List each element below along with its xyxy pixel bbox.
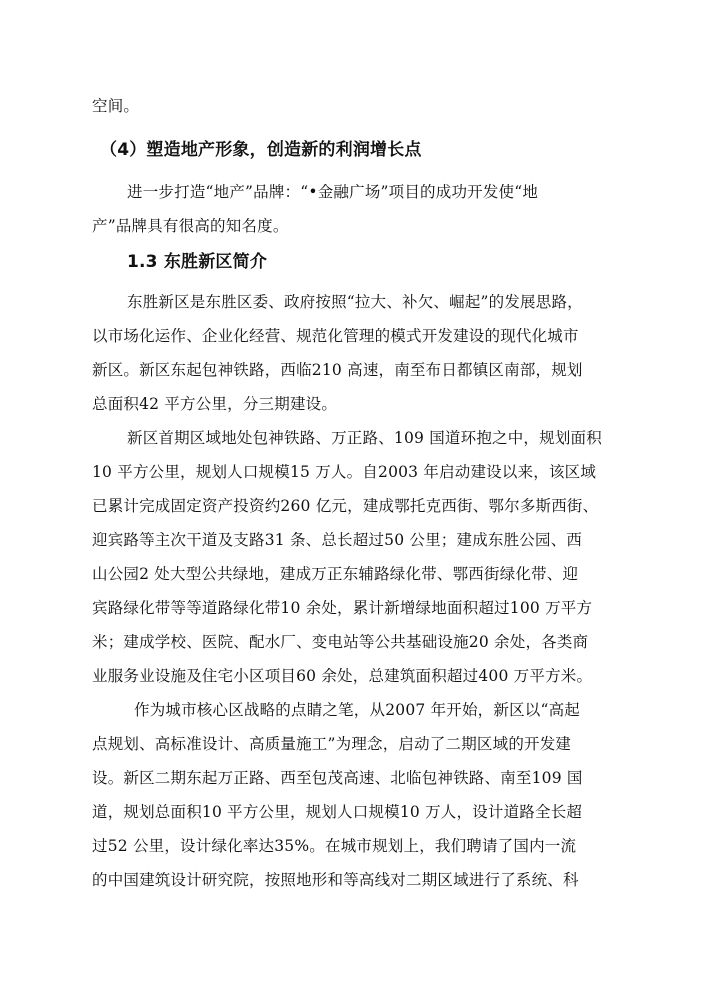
text-line: 设。新区二期东起万正路、西至包茂高速、北临包神铁路、南至109 国	[92, 769, 583, 787]
text-line: 的中国建筑设计研究院，按照地形和等高线对二期区域进行了系统、科	[92, 871, 579, 889]
text-line: 宾路绿化带等等道路绿化带10 余处，累计新增绿地面积超过100 万平方	[92, 599, 593, 617]
text-line: 点规划、高标准设计、高质量施工”为理念，启动了二期区域的开发建	[92, 735, 572, 753]
text-line: 迎宾路等主次干道及支路31 条、总长超过50 公里；建成东胜公园、西	[92, 531, 583, 549]
text-line: 空间。	[92, 97, 140, 115]
text-line: 东胜新区是东胜区委、政府按照“拉大、补欠、崛起”的发展思路，	[127, 293, 583, 311]
section-heading: 1.3 东胜新区简介	[127, 252, 268, 272]
text-line: 新区。新区东起包神铁路，西临210 高速，南至布日都镇区南部，规划	[92, 361, 583, 379]
text-line: 10 平方公里，规划人口规模15 万人。自2003 年启动建设以来，该区域	[92, 463, 597, 481]
text-line: 米；建成学校、医院、配水厂、变电站等公共基础设施20 余处，各类商	[92, 633, 589, 651]
text-line: 过52 公里，设计绿化率达35%。在城市规划上，我们聘请了国内一流	[92, 837, 577, 855]
text-line: 进一步打造“地产”品牌：“•金融广场”项目的成功开发使“地	[127, 183, 539, 201]
text-line: 已累计完成固定资产投资约260 亿元，建成鄂托克西街、鄂尔多斯西街、	[92, 497, 599, 515]
text-line: 产”品牌具有很高的知名度。	[92, 217, 289, 235]
text-line: 业服务业设施及住宅小区项目60 余处，总建筑面积超过400 万平方米。	[92, 667, 593, 685]
text-line: 新区首期区域地处包神铁路、万正路、109 国道环抱之中，规划面积	[127, 429, 602, 447]
section-heading: （4）塑造地产形象，创造新的利润增长点	[100, 140, 422, 160]
text-line: 以市场化运作、企业化经营、规范化管理的模式开发建设的现代化城市	[92, 327, 579, 345]
text-line: 总面积42 平方公里，分三期建设。	[92, 395, 338, 413]
text-line: 山公园2 处大型公共绿地，建成万正东辅路绿化带、鄂西街绿化带、迎	[92, 565, 579, 583]
text-line: 作为城市核心区战略的点睛之笔，从2007 年开始，新区以“高起	[134, 701, 580, 719]
text-line: 道，规划总面积10 平方公里，规划人口规模10 万人，设计道路全长超	[92, 803, 583, 821]
